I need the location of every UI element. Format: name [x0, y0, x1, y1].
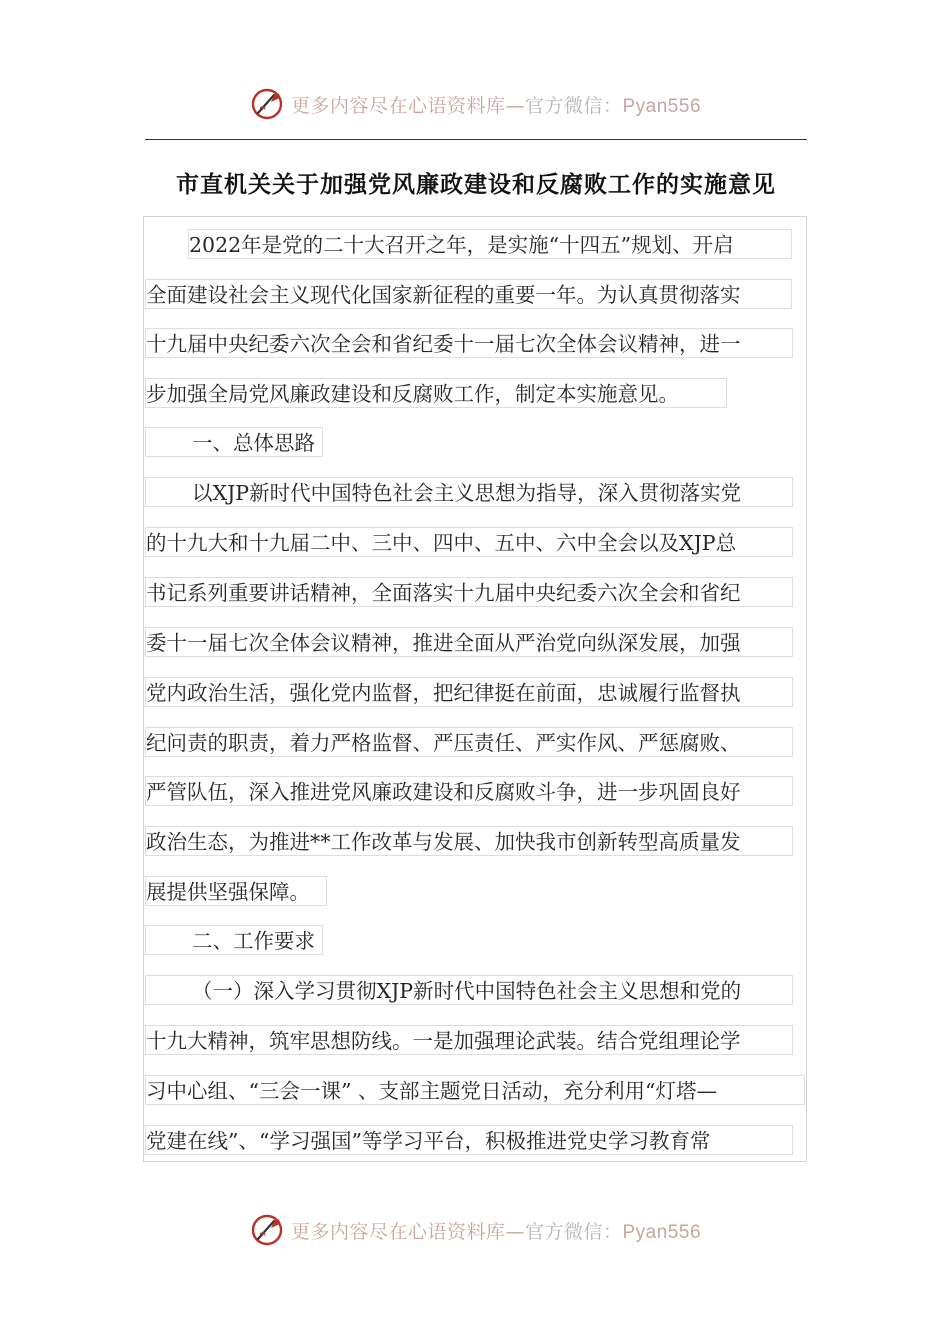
text-line: 纪问责的职责，着力严格监督、严压责任、严实作风、严惩腐败、: [145, 727, 793, 757]
section-heading: 二、工作要求: [145, 925, 323, 955]
text-line: 委十一届七次全体会议精神，推进全面从严治党向纵深发展，加强: [145, 627, 793, 657]
document-title: 市直机关关于加强党风廉政建设和反腐败工作的实施意见: [176, 171, 776, 198]
text-line: 步加强全局党风廉政建设和反腐败工作，制定本实施意见。: [145, 378, 727, 408]
banner-wechat-id: Pyan556: [622, 1221, 702, 1243]
banner-wechat-label: 官方微信：: [524, 94, 623, 117]
text-line: 以XJP新时代中国特色社会主义思想为指导，深入贯彻落实党: [145, 477, 793, 507]
text-line: 政治生态，为推进**工作改革与发展、加快我市创新转型高质量发: [145, 826, 793, 856]
text-line: 全面建设社会主义现代化国家新征程的重要一年。为认真贯彻落实: [145, 279, 792, 309]
banner-wechat-label: 官方微信：: [524, 1220, 623, 1243]
text-line: 十九大精神，筑牢思想防线。一是加强理论武装。结合党组理论学: [145, 1025, 793, 1055]
quill-logo-icon: [249, 86, 285, 122]
text-line: 严管队伍，深入推进党风廉政建设和反腐败斗争，进一步巩固良好: [145, 776, 793, 806]
text-line: 展提供坚强保障。: [145, 876, 327, 906]
banner-main-text: 更多内容尽在心语资料库—: [290, 1220, 525, 1243]
text-line: 习中心组、“三会一课” 、支部主题党日活动，充分利用“灯塔—: [145, 1075, 805, 1105]
footer-banner: [0, 1210, 950, 1250]
text-line: 党内政治生活，强化党内监督，把纪律挺在前面，忠诚履行监督执: [145, 677, 793, 707]
banner-main-text: 更多内容尽在心语资料库—: [290, 94, 525, 117]
text-line: 2022年是党的二十大召开之年，是实施“十四五”规划、开启: [188, 229, 792, 259]
banner-text: [291, 91, 701, 118]
banner-wechat-id: Pyan556: [622, 95, 702, 117]
text-line: 的十九大和十九届二中、三中、四中、五中、六中全会以及XJP总: [145, 527, 793, 557]
quill-logo-icon: [249, 1212, 285, 1248]
header-banner: [0, 84, 950, 124]
text-line: 十九届中央纪委六次全会和省纪委十一届七次全体会议精神，进一: [145, 328, 793, 358]
banner-text: [291, 1217, 701, 1244]
section-heading: 一、总体思路: [145, 427, 323, 457]
text-line: （一）深入学习贯彻XJP新时代中国特色社会主义思想和党的: [145, 975, 793, 1005]
text-line: 党建在线”、“学习强国”等学习平台，积极推进党史学习教育常: [145, 1125, 793, 1155]
header-divider: [145, 139, 807, 140]
text-line: 书记系列重要讲话精神，全面落实十九届中央纪委六次全会和省纪: [145, 577, 793, 607]
